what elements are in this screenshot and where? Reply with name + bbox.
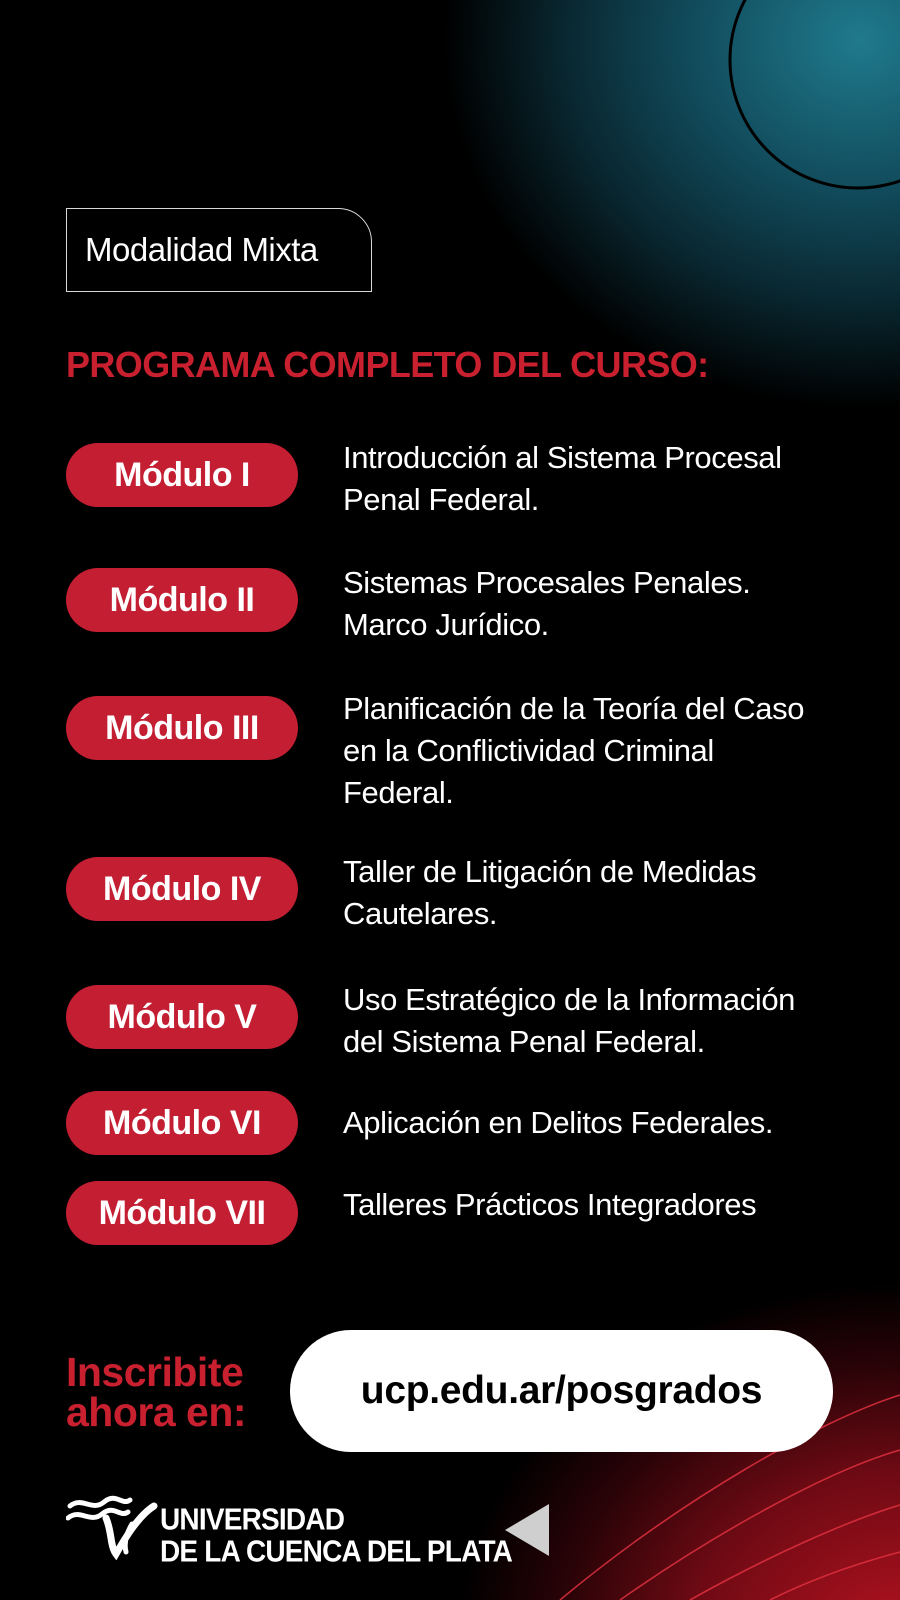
cta-line: Inscribite <box>66 1349 244 1395</box>
module-description-line: Taller de Litigación de Medidas <box>343 854 757 889</box>
ucp-wave-logo-icon <box>66 1494 158 1560</box>
module-description-line: Aplicación en Delitos Federales. <box>343 1105 774 1140</box>
module-description-line: Marco Jurídico. <box>343 607 549 642</box>
university-name <box>160 1503 512 1567</box>
module-description-line: Uso Estratégico de la Información <box>343 982 796 1017</box>
module-badge: Módulo VI <box>66 1091 298 1155</box>
module-badge: Módulo V <box>66 985 298 1049</box>
module-description <box>343 562 863 646</box>
modality-tag <box>66 208 372 292</box>
module-description-line: Introducción al Sistema Procesal <box>343 440 782 475</box>
module-description <box>343 1184 863 1226</box>
module-badge: Módulo III <box>66 696 298 760</box>
university-name-line: UNIVERSIDAD <box>160 1501 345 1536</box>
enroll-call-to-action <box>66 1349 247 1435</box>
module-description-line: del Sistema Penal Federal. <box>343 1024 705 1059</box>
module-description-line: Penal Federal. <box>343 482 540 517</box>
enroll-url-button[interactable]: ucp.edu.ar/posgrados <box>290 1330 833 1452</box>
module-badge: Módulo II <box>66 568 298 632</box>
module-description-line: Talleres Prácticos Integradores <box>343 1187 757 1222</box>
module-badge: Módulo IV <box>66 857 298 921</box>
module-badge: Módulo VII <box>66 1181 298 1245</box>
play-triangle-left-icon <box>503 1502 551 1558</box>
module-description <box>343 979 863 1063</box>
program-heading: PROGRAMA COMPLETO DEL CURSO: <box>66 344 709 385</box>
module-description-line: Cautelares. <box>343 896 498 931</box>
module-description-line: Federal. <box>343 775 454 810</box>
decorative-circle <box>730 0 900 188</box>
module-description-line: Sistemas Procesales Penales. <box>343 565 751 600</box>
module-description <box>343 437 863 521</box>
modality-label: Modalidad Mixta <box>85 231 318 268</box>
module-description-line: en la Conflictividad Criminal <box>343 733 714 768</box>
cta-line: ahora en: <box>66 1389 247 1435</box>
university-name-line: DE LA CUENCA DEL PLATA <box>160 1533 513 1568</box>
module-description-line: Planificación de la Teoría del Caso <box>343 691 805 726</box>
module-description <box>343 688 863 814</box>
module-description <box>343 1102 863 1144</box>
module-badge: Módulo I <box>66 443 298 507</box>
module-description <box>343 851 863 935</box>
